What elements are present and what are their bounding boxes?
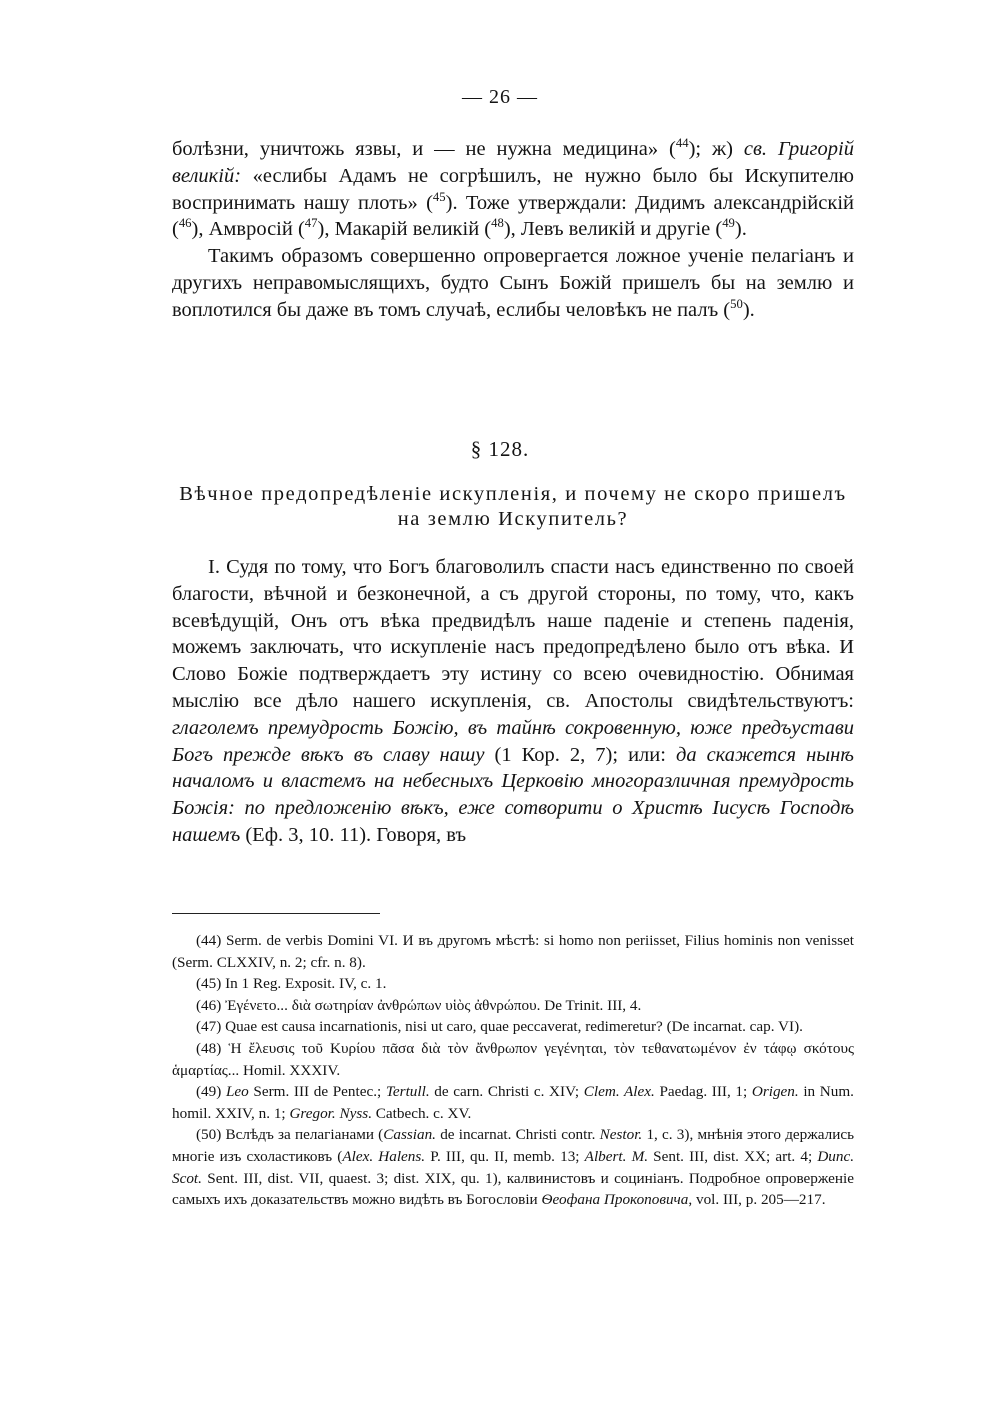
text-run: , vol. III, p. 205—217. xyxy=(688,1191,826,1209)
paragraph-1 xyxy=(172,136,854,243)
section-number: § 128. xyxy=(470,437,530,461)
italic-quote: глаголемъ премудрость Божію, въ тайнѣ сокровенную, юже предъустави Богъ прежде вѣкъ въ славу нашу xyxy=(172,716,854,766)
footnote-number: (49) xyxy=(196,1083,222,1101)
text-run: ); ж) xyxy=(688,138,744,160)
text-run: Вслѣдъ за пелагіанами ( xyxy=(221,1126,384,1144)
italic-quote: да скажется нынѣ началомъ и властемъ на небесныхъ Церковію многоразличная премудрость Божія: по предложенію вѣкъ, еже сотворити о Христѣ Іисусѣ Господѣ нашемъ xyxy=(172,743,854,846)
footnote-number: (48) xyxy=(196,1039,222,1057)
text-run: «еслибы Адамъ не согрѣшилъ, не нужно было бы Искупителю воспринимать нашу плоть» ( xyxy=(172,164,854,214)
footnote-46 xyxy=(172,995,854,1017)
italic-run: Clem. Alex. xyxy=(583,1083,655,1101)
italic-run: Alex. Halens. xyxy=(342,1147,426,1165)
section-heading: Вѣчное предопредѣленіе искупленія, и почему не скоро пришелъ на землю Искупитель? xyxy=(179,483,847,530)
footnote-ref-49: 49 xyxy=(722,216,735,231)
text-run: 1, c. 3), мнѣнія этого держались многіе изъ схоластиковъ ( xyxy=(172,1126,855,1165)
text-run: de incarnat. Christi contr. xyxy=(435,1126,600,1144)
italic-run: Cassian. xyxy=(383,1126,436,1144)
text-run: болѣзни, уничтожь язвы, и — не нужна медицина» ( xyxy=(172,138,676,160)
italic-run: Ѳеофана Прокоповича xyxy=(541,1191,689,1209)
footnote-text: In 1 Reg. Exposit. IV, c. 1. xyxy=(221,975,387,993)
text-run: I. Судя по тому, что Богъ благоволилъ спасти насъ единственно по своей благости, вѣчной и безконечной, а съ другой стороны, по тому, что, какъ всевѣдущій, Онъ отъ вѣка предвидѣлъ наше паденіе и степень паденія, можемъ заключать, что искупленіе насъ предопредѣлено было отъ вѣка. И Слово Божіе подтверждаетъ эту истину со всею очевидностію. Обнимая мыслію все дѣло нашего искупленія, св. Апостолы свидѣтельствуютъ: xyxy=(172,556,854,712)
footnote-ref-47: 47 xyxy=(304,216,318,231)
footnote-ref-44: 44 xyxy=(675,136,689,151)
footnote-45 xyxy=(172,973,854,995)
footnote-ref-46: 46 xyxy=(178,216,192,231)
italic-run: Albert. M. xyxy=(584,1147,649,1165)
footnote-ref-45: 45 xyxy=(432,189,446,204)
footnote-47 xyxy=(172,1016,854,1038)
text-run: Такимъ образомъ совершенно опровергается ложное ученіе пелагіанъ и другихъ неправомыслящихъ, будто Сынъ Божій пришелъ бы на землю и воплотился бы даже въ томъ случаѣ, еслибы человѣкъ не палъ ( xyxy=(172,245,854,321)
text-run: Catbech. c. XV. xyxy=(372,1104,472,1122)
page-number: — 26 — xyxy=(462,86,538,108)
footnote-number: (44) xyxy=(196,932,222,949)
text-run: (Еф. 3, 10. 11). Говоря, въ xyxy=(240,823,467,846)
text-run: Serm. III de Pentec.; xyxy=(248,1083,386,1101)
footnote-44 xyxy=(172,930,854,973)
italic-run: св. Григорій великій: xyxy=(172,138,854,187)
italic-run: Origen. xyxy=(751,1083,799,1101)
text-run: (1 Кор. 2, 7); или: xyxy=(484,743,676,766)
italic-run: Tertull. xyxy=(385,1083,430,1101)
text-run: ). xyxy=(742,298,755,321)
text-block-top xyxy=(172,136,854,324)
italic-run: Nestor. xyxy=(599,1126,643,1144)
text-run: Paedag. III, 1; xyxy=(654,1083,752,1101)
italic-run: Leo xyxy=(225,1083,249,1101)
footnote-text: Ἡ ἔλευσις τοῦ Κυρίου πᾶσα διὰ τὸν ἄνθρωπον γεγένηται, τὸν τεθανατωμένον ἐν τάφῳ σκότους ἁμαρτίας... Homil. XXXIV. xyxy=(172,1039,854,1079)
footnote-49 xyxy=(172,1081,854,1124)
footnote-divider xyxy=(172,913,380,914)
footnote-number: (46) xyxy=(196,996,222,1014)
text-run: ). Тоже утверждали: Дидимъ александрійскій ( xyxy=(172,191,854,241)
footnote-text: Quae est causa incarnationis, nisi ut caro, quae peccaverat, redimeretur? (De incarnat. cap. VI). xyxy=(221,1018,803,1036)
footnote-number: (50) xyxy=(196,1126,222,1144)
text-run: ), Левъ великій и другіе ( xyxy=(503,218,723,241)
italic-run: Gregor. Nyss. xyxy=(289,1104,372,1122)
footnote-text: Ἐγένετο... διὰ σωτηρίαν ἀνθρώπων υἱὸς ἀθνρώπου. De Trinit. III, 4. xyxy=(221,996,642,1014)
text-run: ). xyxy=(734,218,747,241)
footnote-50 xyxy=(172,1124,854,1210)
footnote-ref-50: 50 xyxy=(730,296,743,311)
footnote-48 xyxy=(172,1038,854,1081)
footnote-text: Serm. de verbis Domini VI. И въ другомъ мѣстѣ: si homo non periisset, Filius hominis non venisset (Serm. CLXXIV, n. 2; cfr. n. 8). xyxy=(172,932,854,971)
text-run: Sent. III, dist. VII, quaest. 3; dist. XIX, qu. 1), калвинистовъ и социніанъ. Подробное опроверженіе самыхъ ихъ доказательствъ можно видѣть въ Богословіи xyxy=(172,1169,854,1209)
text-run: in Num. homil. XXIV, n. 1; xyxy=(172,1083,854,1122)
footnote-ref-48: 48 xyxy=(491,216,504,231)
paragraph-3 xyxy=(172,554,854,849)
footnote-number: (47) xyxy=(196,1018,222,1036)
text-run: ), Амвросій ( xyxy=(191,218,305,241)
italic-run: Dunc. Scot. xyxy=(172,1147,855,1187)
text-run: ), Макарій великій ( xyxy=(317,218,492,241)
text-run: de carn. Christi c. XIV; xyxy=(429,1083,584,1101)
footnote-number: (45) xyxy=(196,975,222,993)
footnotes xyxy=(172,930,854,1211)
text-block-main xyxy=(172,554,854,849)
paragraph-2 xyxy=(172,243,854,323)
text-run: Sent. III, dist. XX; art. 4; xyxy=(648,1147,818,1165)
text-run: P. III, qu. II, memb. 13; xyxy=(425,1147,585,1165)
